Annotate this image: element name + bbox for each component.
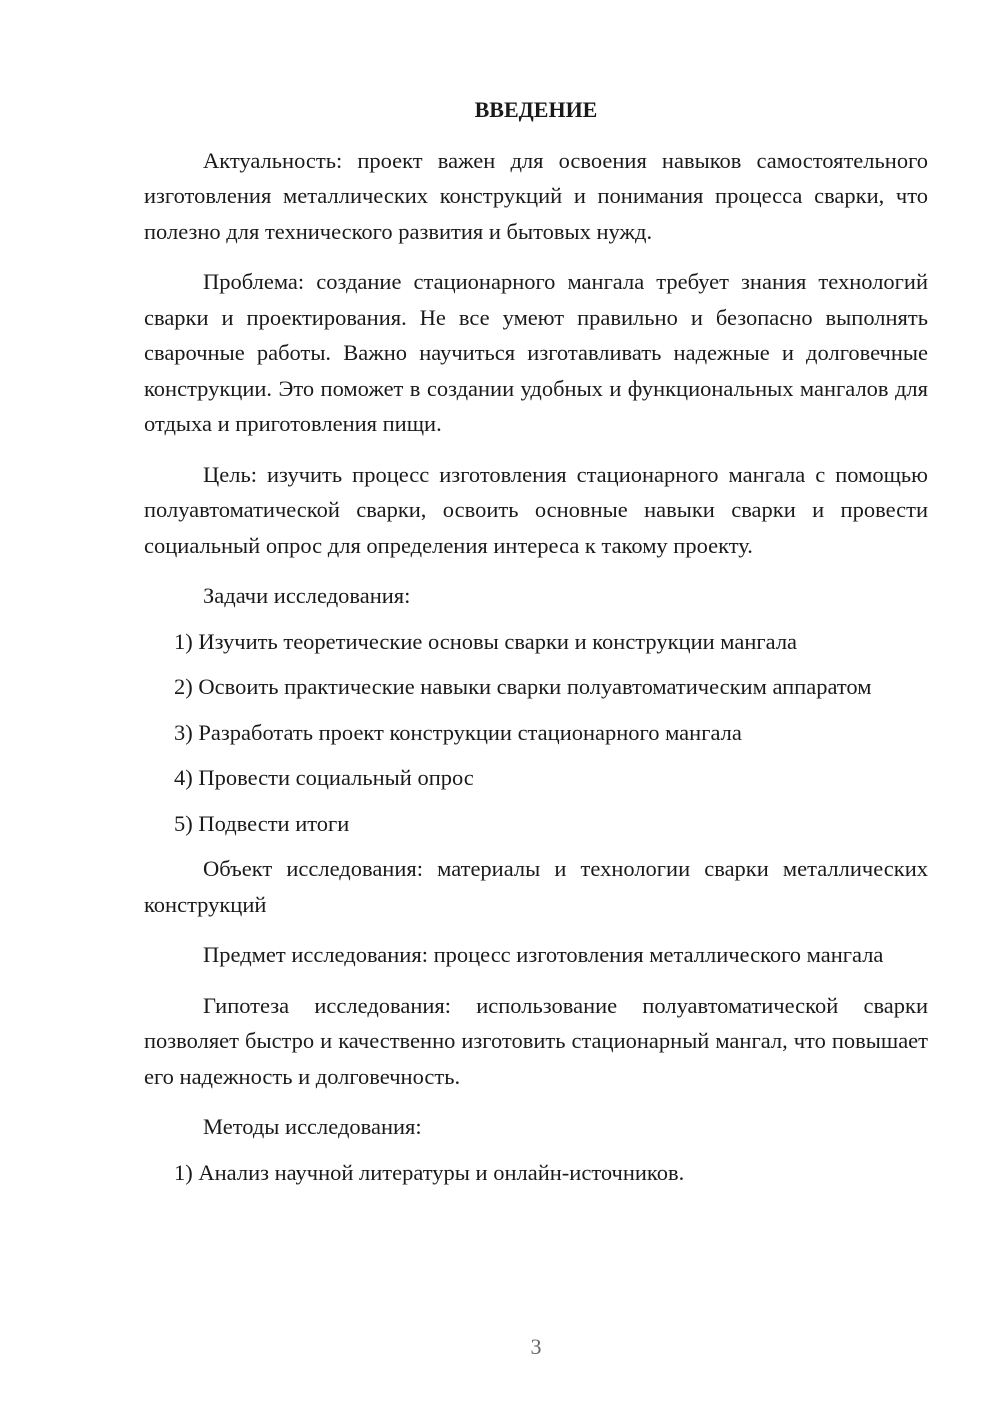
object-paragraph: Объект исследования: материалы и технологии сварки металлических конструкций xyxy=(144,856,928,917)
section-title: ВВЕДЕНИЕ xyxy=(474,97,598,122)
task-item: 1) Изучить теоретические основы сварки и конструкции мангала xyxy=(174,628,798,654)
page-number: 3 xyxy=(530,1334,542,1359)
page-content xyxy=(144,92,928,1200)
subject-paragraph: Предмет исследования: процесс изготовления металлического мангала xyxy=(203,942,884,967)
task-item: 2) Освоить практические навыки сварки полуавтоматическим аппаратом xyxy=(174,674,872,699)
methods-heading: Методы исследования: xyxy=(203,1114,422,1139)
hypothesis-paragraph: Гипотеза исследования: использование полуавтоматической сварки позволяет быстро и качественно изготовить стационарный мангал, что повышает его надежность и долговечность. xyxy=(144,992,928,1089)
method-item: 1) Анализ научной литературы и онлайн-источников. xyxy=(174,1159,685,1185)
goal-paragraph: Цель: изучить процесс изготовления стационарного мангала с помощью полуавтоматической сварки, освоить основные навыки сварки и провести социальный опрос для определения интереса к такому проекту. xyxy=(144,461,928,558)
task-item: 3) Разработать проект конструкции стационарного мангала xyxy=(174,719,742,745)
relevance-paragraph: Актуальность: проект важен для освоения навыков самостоятельного изготовления металлических конструкций и понимания процесса сварки, что полезно для технического развития и бытовых нужд. xyxy=(144,147,928,244)
task-item: 5) Подвести итоги xyxy=(174,810,350,836)
tasks-heading: Задачи исследования: xyxy=(203,583,411,608)
task-item: 4) Провести социальный опрос xyxy=(174,765,474,790)
problem-paragraph: Проблема: создание стационарного мангала требует знания технологий сварки и проектирования. Не все умеют правильно и безопасно выполнять сварочные работы. Важно научиться изготавливать надежные и долговечные конструкции. Это поможет в создании удобных и функциональных мангалов для отдыха и приготовления пищи. xyxy=(144,269,928,436)
